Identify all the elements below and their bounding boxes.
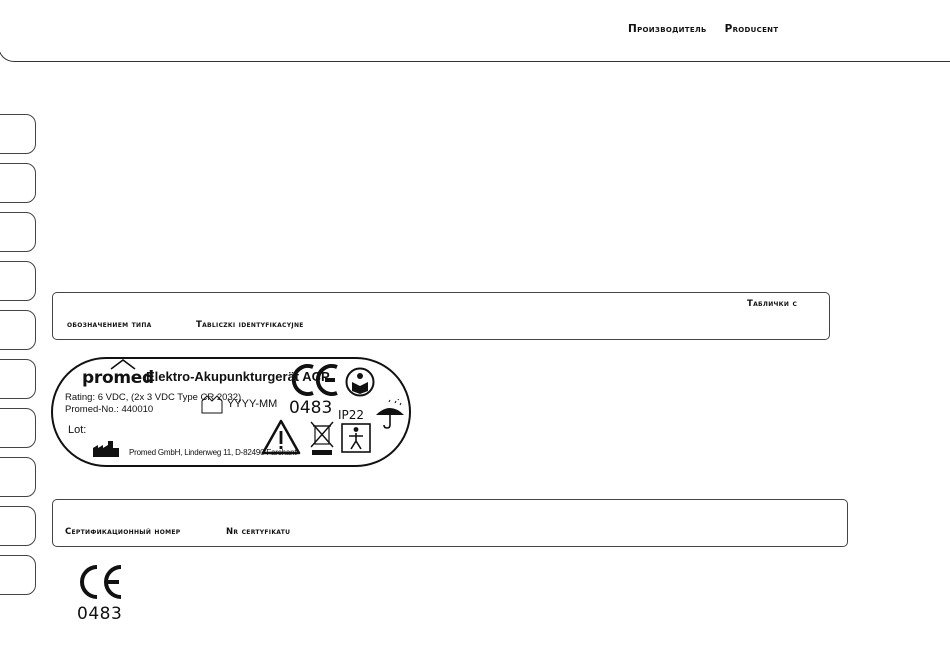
manufacture-date-icon <box>201 392 225 414</box>
manufacturer-icon <box>93 441 119 457</box>
ce-notified-body-number: 0483 <box>77 604 123 624</box>
lot-label: Lot: <box>68 424 87 436</box>
weee-bin-icon <box>309 421 335 457</box>
manual-icon <box>345 367 375 397</box>
heading-ru: Производитель <box>628 23 707 35</box>
date-format: YYYY-MM <box>227 398 278 410</box>
page-heading <box>628 23 778 35</box>
product-name: Elektro-Akupunkturgerät ACP <box>146 369 330 384</box>
ip-umbrella-icon <box>373 399 407 431</box>
certificate-title-ru: Сертификационный номер <box>65 527 181 537</box>
thumb-tab-8[interactable] <box>0 457 36 497</box>
promed-number: Promed-No.: 440010 <box>65 404 154 415</box>
rating-line: Rating: 6 VDC, (2x 3 VDC Type CR 2032) <box>65 392 242 403</box>
certificate-title-pl: Nr certyfikatu <box>226 527 291 537</box>
header-frame <box>0 0 950 62</box>
certificate-section-box <box>52 499 848 547</box>
thumb-tab-1[interactable] <box>0 114 36 154</box>
notified-body-number: 0483 <box>289 398 333 418</box>
thumb-tab-5[interactable] <box>0 310 36 350</box>
type-plates-title-pl: Tabliczki identyfikacyjne <box>196 320 304 330</box>
ce-mark-icon <box>78 564 124 600</box>
thumb-tab-3[interactable] <box>0 212 36 252</box>
thumb-tab-9[interactable] <box>0 506 36 546</box>
brand-name: promed <box>82 368 154 388</box>
thumb-tab-10[interactable] <box>0 555 36 595</box>
thumb-tab-2[interactable] <box>0 163 36 203</box>
type-bf-icon <box>341 423 371 453</box>
type-plates-title-ru-1: Таблички с <box>747 299 798 309</box>
device-type-plate <box>51 357 411 467</box>
manufacturer-address: Promed GmbH, Lindenweg 11, D-82490 Farchant <box>129 448 297 457</box>
thumb-tab-4[interactable] <box>0 261 36 301</box>
ce-mark-icon <box>291 363 341 397</box>
type-plates-section-box <box>52 292 830 340</box>
thumb-tab-6[interactable] <box>0 359 36 399</box>
type-plates-title-ru-2: обозначением типа <box>67 320 152 330</box>
heading-pl: Producent <box>724 23 779 35</box>
ip-rating: IP22 <box>338 408 365 422</box>
thumb-tab-7[interactable] <box>0 408 36 448</box>
